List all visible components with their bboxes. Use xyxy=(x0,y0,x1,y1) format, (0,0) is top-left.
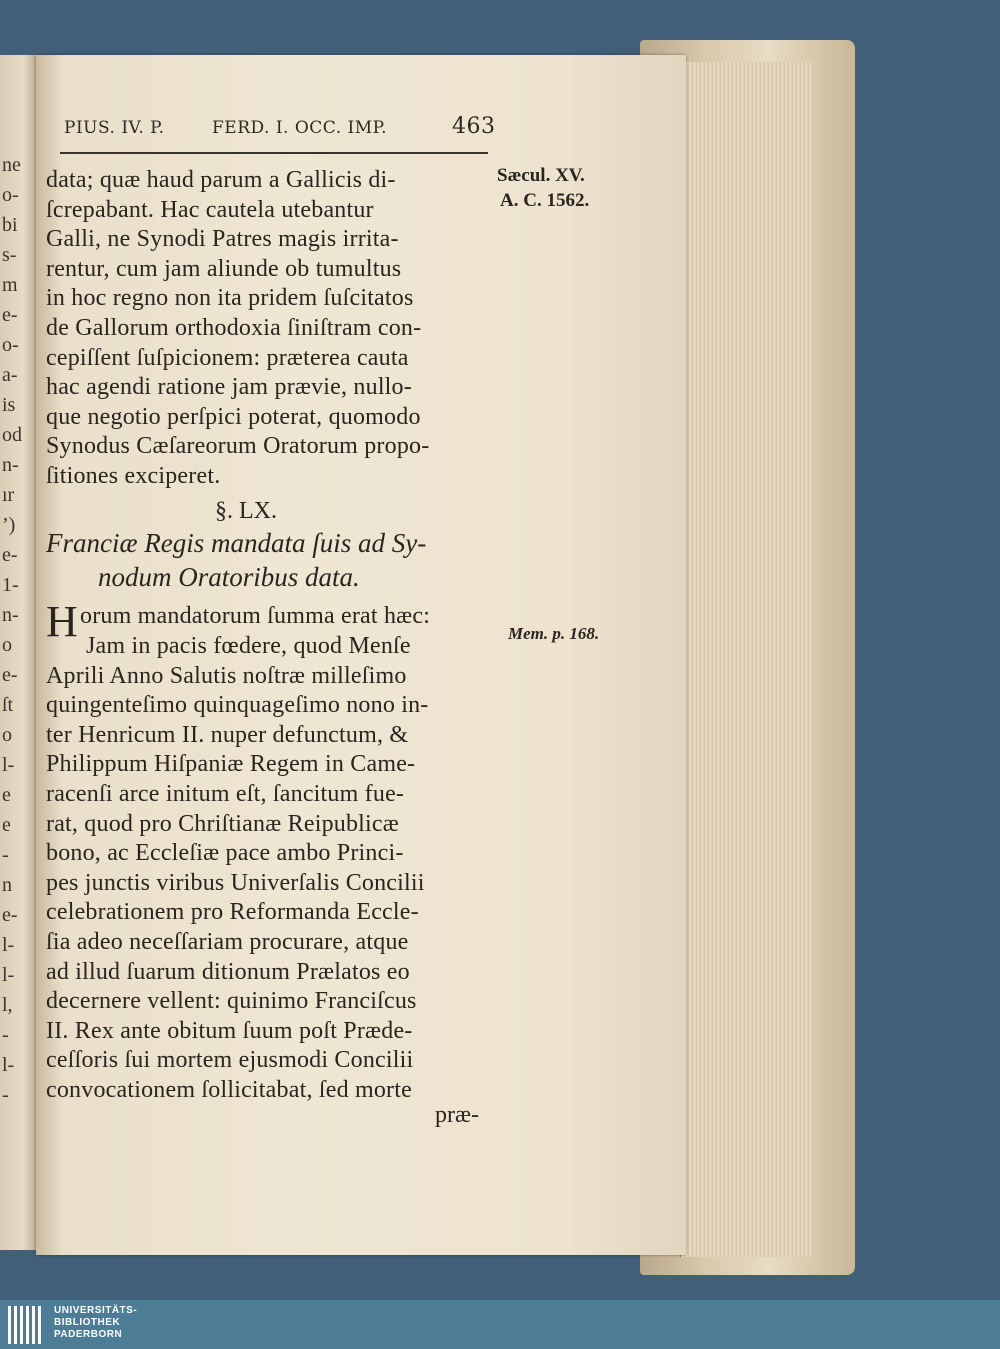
left-page-fragment: l- xyxy=(2,1054,15,1076)
paragraph-2-line: ceſſoris ſui mortem ejusmodi Concilii xyxy=(46,1047,414,1074)
logo-line-1: UNIVERSITÄTS- xyxy=(54,1305,138,1316)
left-page-fragment: s- xyxy=(2,244,17,266)
left-page-fragment: ne xyxy=(2,154,21,176)
paragraph-1-line: data; quæ haud parum a Gallicis di- xyxy=(46,167,396,193)
paragraph-1-line: rentur, cum jam aliunde ob tumultus xyxy=(46,255,402,282)
paragraph-2-line: rat, quod pro Chriſtianæ Reipublicæ xyxy=(46,810,399,837)
logo-line-2: BIBLIOTHEK xyxy=(54,1317,121,1328)
paragraph-1-line: ſcrepabant. Hac cautela utebantur xyxy=(46,196,374,223)
left-page-fragment: e- xyxy=(2,664,18,686)
left-page-strip xyxy=(0,55,38,1250)
left-page-fragment: - xyxy=(2,1024,9,1046)
left-page-fragment: a- xyxy=(2,364,18,386)
page-number: 463 xyxy=(452,114,496,139)
paragraph-2-line: celebrationem pro Reformanda Eccle- xyxy=(46,899,419,926)
paragraph-2-line: ſia adeo neceſſariam procurare, atque xyxy=(46,929,409,955)
left-page-fragment: m xyxy=(2,274,18,296)
left-page-fragment: o- xyxy=(2,334,19,356)
left-page-fragment: e- xyxy=(2,904,18,926)
left-page-fragment: l- xyxy=(2,964,15,986)
page-edges xyxy=(680,62,813,1257)
paragraph-1-line: in hoc regno non ita pridem ſuſcitatos xyxy=(46,285,414,312)
paragraph-2-line: convocationem ſollicitabat, ſed morte xyxy=(46,1077,412,1103)
left-page-fragment: l- xyxy=(2,754,15,776)
left-page-fragment: ſt xyxy=(2,694,14,716)
paragraph-2-line: ad illud ſuarum ditionum Prælatos eo xyxy=(46,958,410,985)
drop-cap: H xyxy=(46,597,78,646)
running-header xyxy=(62,114,496,148)
paragraph-2-line: decernere vellent: quinimo Franciſcus xyxy=(46,988,417,1015)
paragraph-2-line: quingenteſimo quinquageſimo nono in- xyxy=(46,692,429,719)
left-page-fragment: ır xyxy=(2,484,15,506)
left-page-fragment: n- xyxy=(2,604,19,626)
section-title-line-2: nodum Oratoribus data. xyxy=(98,562,360,592)
left-page-fragment: e xyxy=(2,814,11,836)
logo-line-3: PADERBORN xyxy=(54,1329,123,1340)
paragraph-2-line: ter Henricum II. nuper defunctum, & xyxy=(46,721,409,748)
left-page-fragment: od xyxy=(2,424,22,446)
section-number: §. LX. xyxy=(215,498,277,524)
paragraph-1-line: que negotio perſpici poterat, quomodo xyxy=(46,403,421,430)
paragraph-2-line: Philippum Hiſpaniæ Regem in Came- xyxy=(46,751,416,778)
paragraph-1-line: de Gallorum orthodoxia ſiniſtram con- xyxy=(46,315,422,341)
library-logo-text xyxy=(54,1305,137,1341)
left-page-fragment: - xyxy=(2,1084,9,1106)
margin-note-year: A. C. 1562. xyxy=(500,190,590,211)
catchword: præ- xyxy=(435,1102,479,1128)
paragraph-2-first-line: orum mandatorum ſumma erat hæc: xyxy=(80,603,431,629)
header-rule xyxy=(60,152,488,154)
paragraph-1-line: Galli, ne Synodi Patres magis irrita- xyxy=(46,226,399,253)
header-left: PIUS. IV. P. xyxy=(64,118,165,138)
paragraph-1-line: Synodus Cæſareorum Oratorum propo- xyxy=(46,433,430,460)
header-center: FERD. I. OCC. IMP. xyxy=(212,118,388,138)
left-page-fragment: bi xyxy=(2,214,18,236)
left-page-fragment: l- xyxy=(2,934,15,956)
paragraph-1-line: ſitiones exciperet. xyxy=(46,463,221,489)
left-page-fragment: o- xyxy=(2,184,19,206)
left-page-fragment: e- xyxy=(2,304,18,326)
paragraph-2-line: bono, ac Eccleſiæ pace ambo Princi- xyxy=(46,840,404,867)
left-page-fragment: ’) xyxy=(2,514,16,536)
left-page-fragment: n- xyxy=(2,454,19,476)
paragraph-1-line: hac agendi ratione jam prævie, nullo- xyxy=(46,374,412,401)
left-page-fragment: 1- xyxy=(2,574,19,596)
library-footer xyxy=(0,1300,1000,1349)
left-page-fragment: e- xyxy=(2,544,18,566)
left-page-fragment: - xyxy=(2,844,9,866)
library-logo-icon xyxy=(8,1306,48,1344)
left-page-fragment: o xyxy=(2,724,12,746)
margin-note-reference: Mem. p. 168. xyxy=(508,624,600,643)
paragraph-2-line: racenſi arce initum eſt, ſancitum fue- xyxy=(46,781,405,807)
left-page-fragment: o xyxy=(2,634,12,656)
left-page-fragment: e xyxy=(2,784,11,806)
left-page-fragment: is xyxy=(2,394,16,416)
margin-note-saecul: Sæcul. XV. xyxy=(497,165,585,186)
paragraph-2-line: Jam in pacis fœdere, quod Menſe xyxy=(86,633,411,659)
paragraph-2-line: Aprili Anno Salutis noſtræ milleſimo xyxy=(46,662,407,689)
paragraph-2-line: II. Rex ante obitum ſuum poſt Præde- xyxy=(46,1017,413,1044)
left-page-fragment: l, xyxy=(2,994,13,1016)
section-title-line-1: Franciæ Regis mandata ſuis ad Sy- xyxy=(46,528,427,558)
paragraph-1-line: cepiſſent ſuſpicionem: præterea cauta xyxy=(46,344,409,371)
left-page-fragment: n xyxy=(2,874,12,896)
paragraph-2-line: pes junctis viribus Univerſalis Concilii xyxy=(46,869,425,896)
